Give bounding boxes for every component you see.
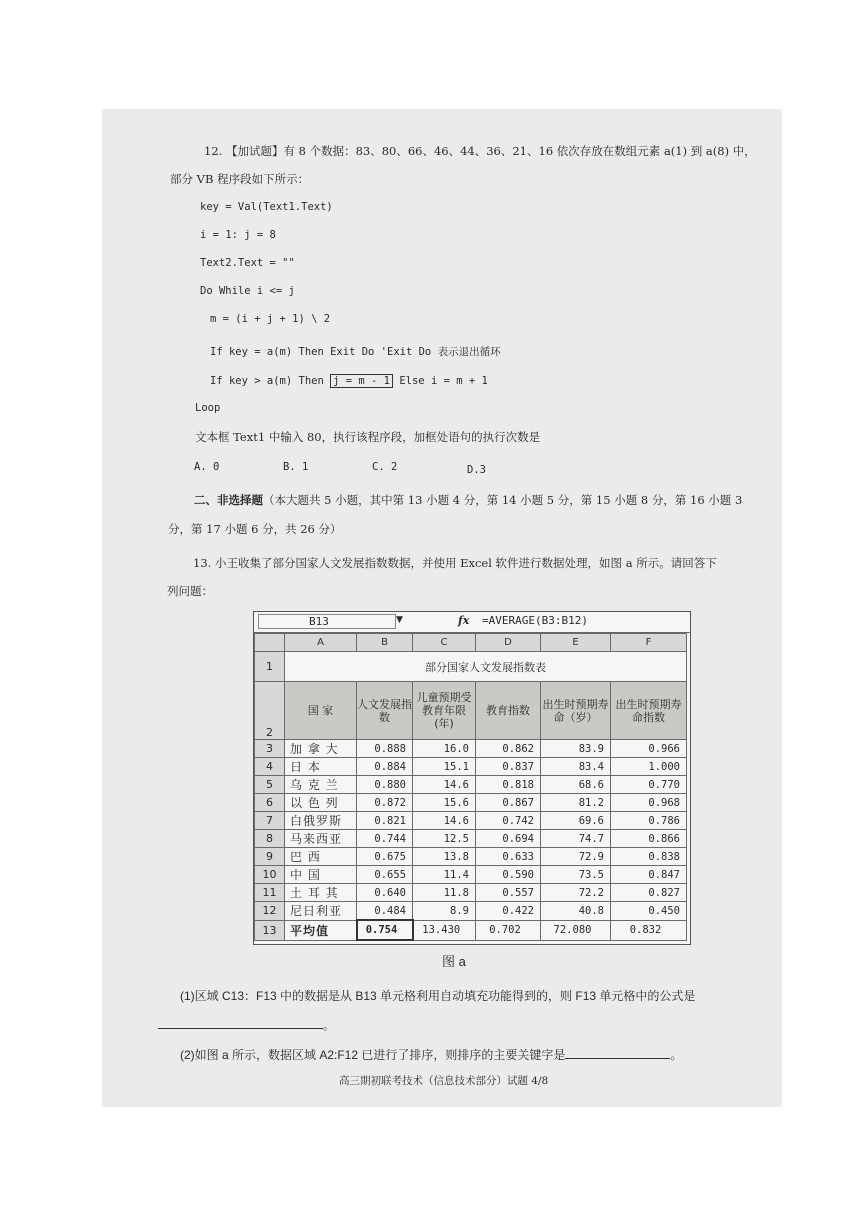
row-header: 9 (255, 848, 285, 866)
country-cell: 巴 西 (285, 848, 357, 866)
avg-cell: 0.702 (476, 920, 541, 940)
country-cell: 中 国 (285, 866, 357, 884)
answer-line-1 (158, 1016, 335, 1033)
table-row (255, 830, 687, 848)
col-header: F (611, 634, 687, 652)
code-if-prefix: If key > a(m) Then (210, 375, 331, 387)
data-cell: 0.590 (476, 866, 541, 884)
code-line: i = 1: j = 8 (200, 229, 276, 241)
data-cell: 0.847 (611, 866, 687, 884)
data-cell: 14.6 (413, 812, 476, 830)
option-d: D.3 (467, 464, 486, 476)
data-cell: 72.2 (541, 884, 611, 902)
code-line: key = Val(Text1.Text) (200, 201, 333, 213)
data-cell: 0.866 (611, 830, 687, 848)
row-header: 8 (255, 830, 285, 848)
row-header: 2 (255, 682, 285, 740)
q13-sub2-text: (2)如图 a 所示，数据区域 A2:F12 已进行了排序，则排序的主要关键字是 (180, 1048, 566, 1062)
col-title-country: 国 家 (285, 682, 357, 740)
dropdown-arrow-icon: ▼ (396, 615, 403, 625)
data-cell: 0.966 (611, 740, 687, 758)
data-cell: 40.8 (541, 902, 611, 921)
table-row (255, 848, 687, 866)
col-header: E (541, 634, 611, 652)
avg-cell: 13.430 (413, 920, 476, 940)
data-cell: 81.2 (541, 794, 611, 812)
q12-stem-line2: 部分 VB 程序段如下所示： (170, 172, 310, 186)
row-header: 13 (255, 920, 285, 940)
avg-cell: 0.832 (611, 920, 687, 940)
data-cell: 13.8 (413, 848, 476, 866)
data-cell: 0.675 (357, 848, 413, 866)
row-header: 6 (255, 794, 285, 812)
data-cell: 0.770 (611, 776, 687, 794)
col-header: D (476, 634, 541, 652)
data-cell: 0.884 (357, 758, 413, 776)
q13-sub1: (1)区域 C13：F13 中的数据是从 B13 单元格利用自动填充功能得到的，则 F13 单元格中的公式是 (180, 989, 696, 1003)
spreadsheet-screenshot (253, 611, 691, 945)
avg-cell-selected: 0.754 (357, 920, 413, 940)
row-header: 5 (255, 776, 285, 794)
data-cell: 8.9 (413, 902, 476, 921)
country-cell: 马来西亚 (285, 830, 357, 848)
page-footer: 高三期初联考技术（信息技术部分）试题 4/8 (339, 1075, 549, 1087)
col-header: C (413, 634, 476, 652)
table-row (255, 794, 687, 812)
section2-desc: （本大题共 5 小题，其中第 13 小题 4 分，第 14 小题 5 分，第 15 小题 8 分，第 16 小题 3 (263, 493, 743, 507)
data-cell: 0.837 (476, 758, 541, 776)
data-cell: 72.9 (541, 848, 611, 866)
punct: 。 (670, 1048, 683, 1062)
data-cell: 1.000 (611, 758, 687, 776)
data-cell: 14.6 (413, 776, 476, 794)
code-line: m = (i + j + 1) \ 2 (210, 313, 331, 325)
row-header: 7 (255, 812, 285, 830)
data-cell: 11.4 (413, 866, 476, 884)
data-cell: 83.4 (541, 758, 611, 776)
answer-blank (565, 1046, 670, 1059)
formula-text: =AVERAGE(B3:B12) (482, 614, 588, 627)
data-cell: 0.557 (476, 884, 541, 902)
row-header: 3 (255, 740, 285, 758)
data-cell: 0.450 (611, 902, 687, 921)
data-cell: 0.968 (611, 794, 687, 812)
avg-label: 平均值 (285, 920, 357, 940)
data-cell: 15.6 (413, 794, 476, 812)
punct: 。 (323, 1018, 335, 1032)
data-cell: 0.838 (611, 848, 687, 866)
col-title: 儿童预期受教育年限(年) (413, 682, 476, 740)
data-cell: 0.821 (357, 812, 413, 830)
avg-cell: 72.080 (541, 920, 611, 940)
data-cell: 15.1 (413, 758, 476, 776)
q12-question: 文本框 Text1 中输入 80，执行该程序段，加框处语句的执行次数是 (195, 430, 541, 444)
data-cell: 0.888 (357, 740, 413, 758)
section2-desc-line2: 分，第 17 小题 6 分，共 26 分） (168, 522, 342, 536)
country-cell: 土 耳 其 (285, 884, 357, 902)
country-cell: 日 本 (285, 758, 357, 776)
corner-cell (255, 634, 285, 652)
data-cell: 0.422 (476, 902, 541, 921)
table-row (255, 812, 687, 830)
data-cell: 68.6 (541, 776, 611, 794)
data-cell: 0.484 (357, 902, 413, 921)
col-header: A (285, 634, 357, 652)
data-cell: 0.827 (611, 884, 687, 902)
data-cell: 0.786 (611, 812, 687, 830)
code-line: Do While i <= j (200, 285, 295, 297)
data-cell: 0.744 (357, 830, 413, 848)
data-cell: 0.640 (357, 884, 413, 902)
option-a: A. 0 (194, 461, 220, 473)
option-b: B. 1 (283, 461, 309, 473)
data-cell: 0.655 (357, 866, 413, 884)
country-cell: 尼日利亚 (285, 902, 357, 921)
formula-bar (254, 612, 690, 633)
data-cell: 12.5 (413, 830, 476, 848)
col-title: 出生时预期寿命（岁） (541, 682, 611, 740)
data-cell: 0.694 (476, 830, 541, 848)
table-row (255, 902, 687, 921)
data-cell: 0.872 (357, 794, 413, 812)
answer-blank (158, 1016, 323, 1029)
table-row (255, 884, 687, 902)
data-cell: 69.6 (541, 812, 611, 830)
option-c: C. 2 (372, 461, 398, 473)
row-header: 12 (255, 902, 285, 921)
data-cell: 0.633 (476, 848, 541, 866)
row-header: 4 (255, 758, 285, 776)
data-cell: 0.880 (357, 776, 413, 794)
row-header: 1 (255, 652, 285, 682)
col-title: 出生时预期寿命指数 (611, 682, 687, 740)
data-cell: 83.9 (541, 740, 611, 758)
data-cell: 0.862 (476, 740, 541, 758)
data-cell: 0.867 (476, 794, 541, 812)
figure-caption: 图 a (442, 954, 466, 969)
data-cell: 11.8 (413, 884, 476, 902)
q12-stem-line1: 12. 【加试题】有 8 个数据：83、80、66、46、44、36、21、16 依次存放在数组元素 a(1) 到 a(8) 中， (204, 144, 756, 158)
country-cell: 以 色 列 (285, 794, 357, 812)
section2-header (194, 492, 742, 508)
boxed-statement: j = m - 1 (330, 374, 393, 388)
col-header: B (357, 634, 413, 652)
code-if-line (210, 373, 488, 389)
fx-icon: fx (458, 614, 470, 627)
table-row (255, 758, 687, 776)
data-cell: 0.818 (476, 776, 541, 794)
col-title: 人文发展指数 (357, 682, 413, 740)
col-title: 教育指数 (476, 682, 541, 740)
table-row (255, 740, 687, 758)
sheet-grid (254, 633, 687, 941)
data-cell: 16.0 (413, 740, 476, 758)
q13-intro-line1: 13. 小王收集了部分国家人文发展指数数据，并使用 Excel 软件进行数据处理，如图 a 所示。请回答下 (193, 556, 717, 570)
q13-intro-line2: 列问题： (167, 584, 213, 598)
name-box: B13 (258, 614, 396, 629)
code-line: If key = a(m) Then Exit Do 'Exit Do 表示退出循环 (210, 346, 501, 358)
data-cell: 73.5 (541, 866, 611, 884)
row-header: 10 (255, 866, 285, 884)
data-cell: 0.742 (476, 812, 541, 830)
code-if-suffix: Else i = m + 1 (393, 375, 488, 387)
country-cell: 乌 克 兰 (285, 776, 357, 794)
sheet-title: 部分国家人文发展指数表 (285, 652, 687, 682)
country-cell: 白俄罗斯 (285, 812, 357, 830)
code-line: Text2.Text = "" (200, 257, 295, 269)
table-row (255, 866, 687, 884)
q13-sub2 (180, 1046, 682, 1063)
country-cell: 加 拿 大 (285, 740, 357, 758)
section2-title: 二、非选择题 (194, 493, 263, 507)
row-header: 11 (255, 884, 285, 902)
data-cell: 74.7 (541, 830, 611, 848)
code-line: Loop (195, 402, 221, 414)
table-row (255, 776, 687, 794)
